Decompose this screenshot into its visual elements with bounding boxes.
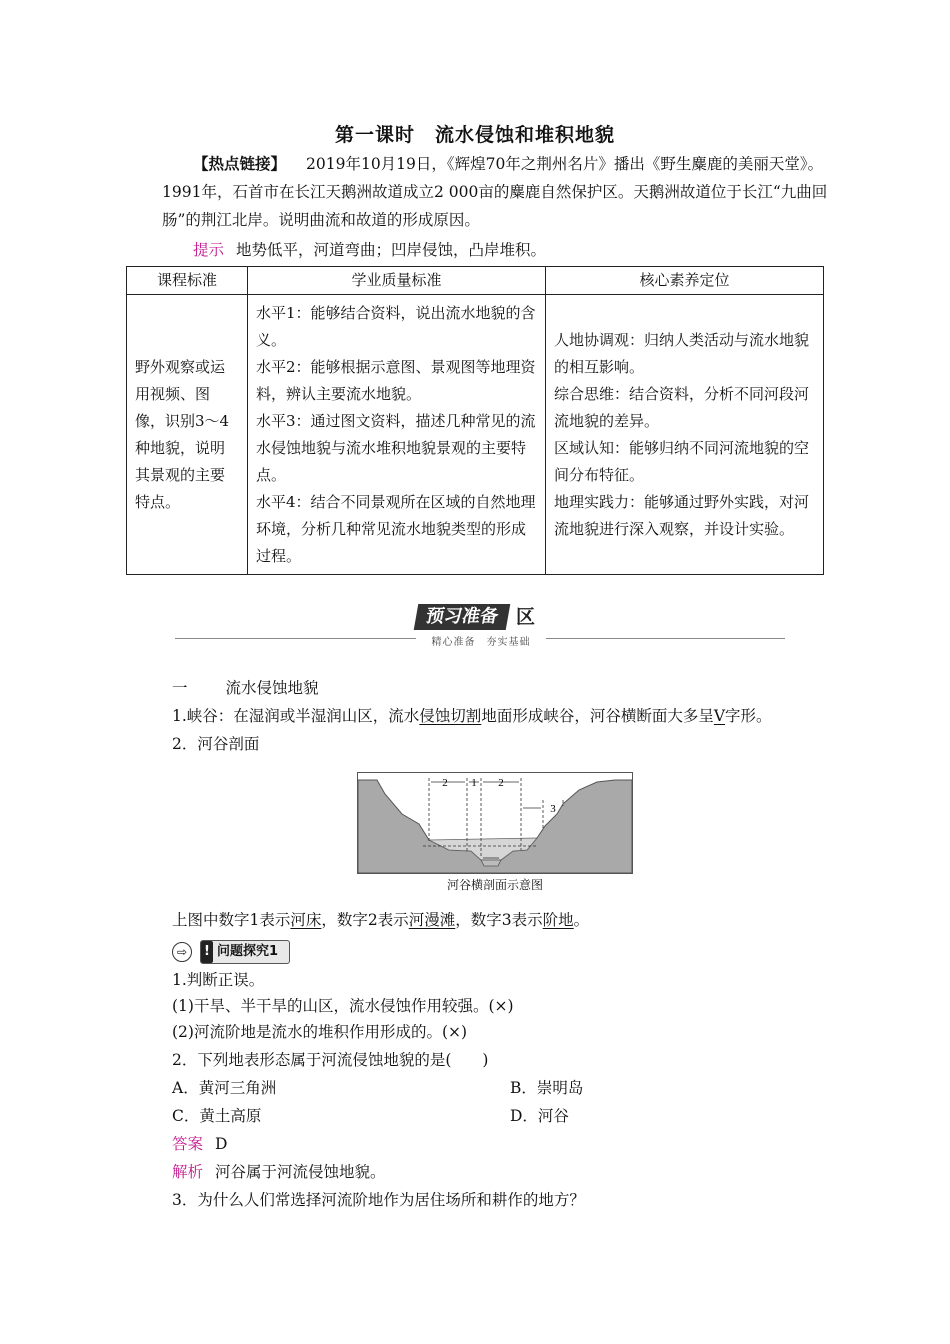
arrow-right-icon: ⇨ <box>172 942 192 962</box>
explore-tag-label <box>200 940 290 964</box>
section-number: 一 <box>172 679 188 697</box>
question-2: 2．下列地表形态属于河流侵蚀地貌的是( ) <box>172 1051 489 1069</box>
section-heading <box>172 674 862 702</box>
blank-v-shape: V <box>713 707 726 725</box>
figure-explanation <box>172 906 862 934</box>
analysis-text: 河谷属于河流侵蚀地貌。 <box>215 1163 386 1181</box>
literacy-cell <box>546 295 824 575</box>
table-header-course: 课程标准 <box>127 267 248 295</box>
figure-caption: 河谷横剖面示意图 <box>446 878 543 892</box>
hint-text: 地势低平，河道弯曲；凹岸侵蚀，凸岸堆积。 <box>236 241 547 259</box>
hotlink-text: 2019年10月19日，《辉煌70年之荆州名片》播出《野生麋鹿的美丽天堂》。1991年，石首市在长江天鹅洲故道成立2 000亩的麋鹿自然保护区。天鹅洲故道位于长江“九曲回肠”的荆江北岸。说明曲流和故道的形成原因。 <box>162 155 828 229</box>
blank-riverbed: 河床 <box>290 911 322 929</box>
banner-subtitle: 精心准备 夯实基础 <box>431 637 531 648</box>
valley-cross-section-figure <box>357 772 633 874</box>
section-title: 流水侵蚀地貌 <box>225 679 319 697</box>
blank-terrace: 阶地 <box>542 911 574 929</box>
hotlink-paragraph <box>162 150 842 234</box>
banner-main: 预习准备 <box>414 604 511 630</box>
exclamation-icon: ! <box>201 941 213 963</box>
answer-line <box>172 1130 862 1158</box>
question-1a: (1)干旱、半干旱的山区，流水侵蚀作用较强。(×) <box>172 997 514 1015</box>
table-header-literacy: 核心素养定位 <box>546 267 824 295</box>
analysis-line <box>172 1158 862 1186</box>
item-gorge-text-2: 地面形成峡谷，河谷横断面大多呈 <box>481 707 714 725</box>
label-1: 1 <box>471 777 477 789</box>
literacy-item-2: 综合思维：结合资料，分析不同河段河流地貌的差异。 <box>554 384 810 430</box>
item-gorge <box>172 702 862 730</box>
literacy-item-3: 区域认知：能够归纳不同河流地貌的空间分布特征。 <box>554 438 810 484</box>
label-3: 3 <box>550 803 556 815</box>
item-gorge-text-3: 字形。 <box>725 707 772 725</box>
fig-text-2: ，数字2表示 <box>321 911 409 929</box>
quality-standard-cell <box>248 295 546 575</box>
section-banner <box>416 604 546 650</box>
literacy-item-4: 地理实践力：能够通过野外实践，对河流地貌进行深入观察，并设计实验。 <box>554 492 810 538</box>
item-valley-profile: 2．河谷剖面 <box>172 735 260 753</box>
page-title: 第一课时 流水侵蚀和堆积地貌 <box>334 124 615 146</box>
fig-text-3: ，数字3表示 <box>455 911 543 929</box>
hint-label: 提示 <box>193 241 225 259</box>
quality-level-3: 水平3：通过图文资料，描述几种常见的流水侵蚀地貌与流水堆积地貌景观的主要特点。 <box>256 411 536 484</box>
question-1b: (2)河流阶地是流水的堆积作用形成的。(×) <box>172 1023 468 1041</box>
table-header-quality: 学业质量标准 <box>248 267 546 295</box>
analysis-label: 解析 <box>172 1163 204 1181</box>
quality-level-2: 水平2：能够根据示意图、景观图等地理资料，辨认主要流水地貌。 <box>256 357 536 403</box>
fig-text-4: 。 <box>573 911 590 929</box>
question-3: 3．为什么人们常选择河流阶地作为居住场所和耕作的地方？ <box>172 1191 585 1209</box>
quality-level-1: 水平1：能够结合资料，说出流水地貌的含义。 <box>256 303 536 349</box>
river-channel <box>481 860 501 866</box>
question-1: 1.判断正误。 <box>172 971 265 989</box>
explore-tag-text: 问题探究1 <box>217 944 279 959</box>
answer-value: D <box>215 1135 228 1153</box>
blank-erosion-cutting: 侵蚀切割 <box>419 707 482 725</box>
banner-qu: 区 <box>516 606 536 628</box>
standards-table <box>126 266 824 575</box>
answer-label: 答案 <box>172 1135 204 1153</box>
literacy-item-1: 人地协调观：归纳人类活动与流水地貌的相互影响。 <box>554 330 810 376</box>
option-d: D．河谷 <box>510 1107 569 1125</box>
label-2-right: 2 <box>498 777 504 789</box>
option-b: B．崇明岛 <box>510 1079 584 1097</box>
course-standard-cell: 野外观察或运用视频、图像，识别3～4种地貌，说明其景观的主要特点。 <box>127 295 248 575</box>
blank-floodplain: 河漫滩 <box>408 911 456 929</box>
fig-text-1: 上图中数字1表示 <box>172 911 291 929</box>
hotlink-label: 【热点链接】 <box>193 154 287 173</box>
label-2-left: 2 <box>442 777 448 789</box>
item-gorge-text: 1.峡谷：在湿润或半湿润山区，流水 <box>172 707 420 725</box>
option-a: A．黄河三角洲 <box>172 1079 277 1097</box>
quality-level-4: 水平4：结合不同景观所在区域的自然地理环境，分析几种常见流水地貌类型的形成过程。 <box>256 492 536 565</box>
option-c: C．黄土高原 <box>172 1107 262 1125</box>
hint-line <box>162 236 842 264</box>
